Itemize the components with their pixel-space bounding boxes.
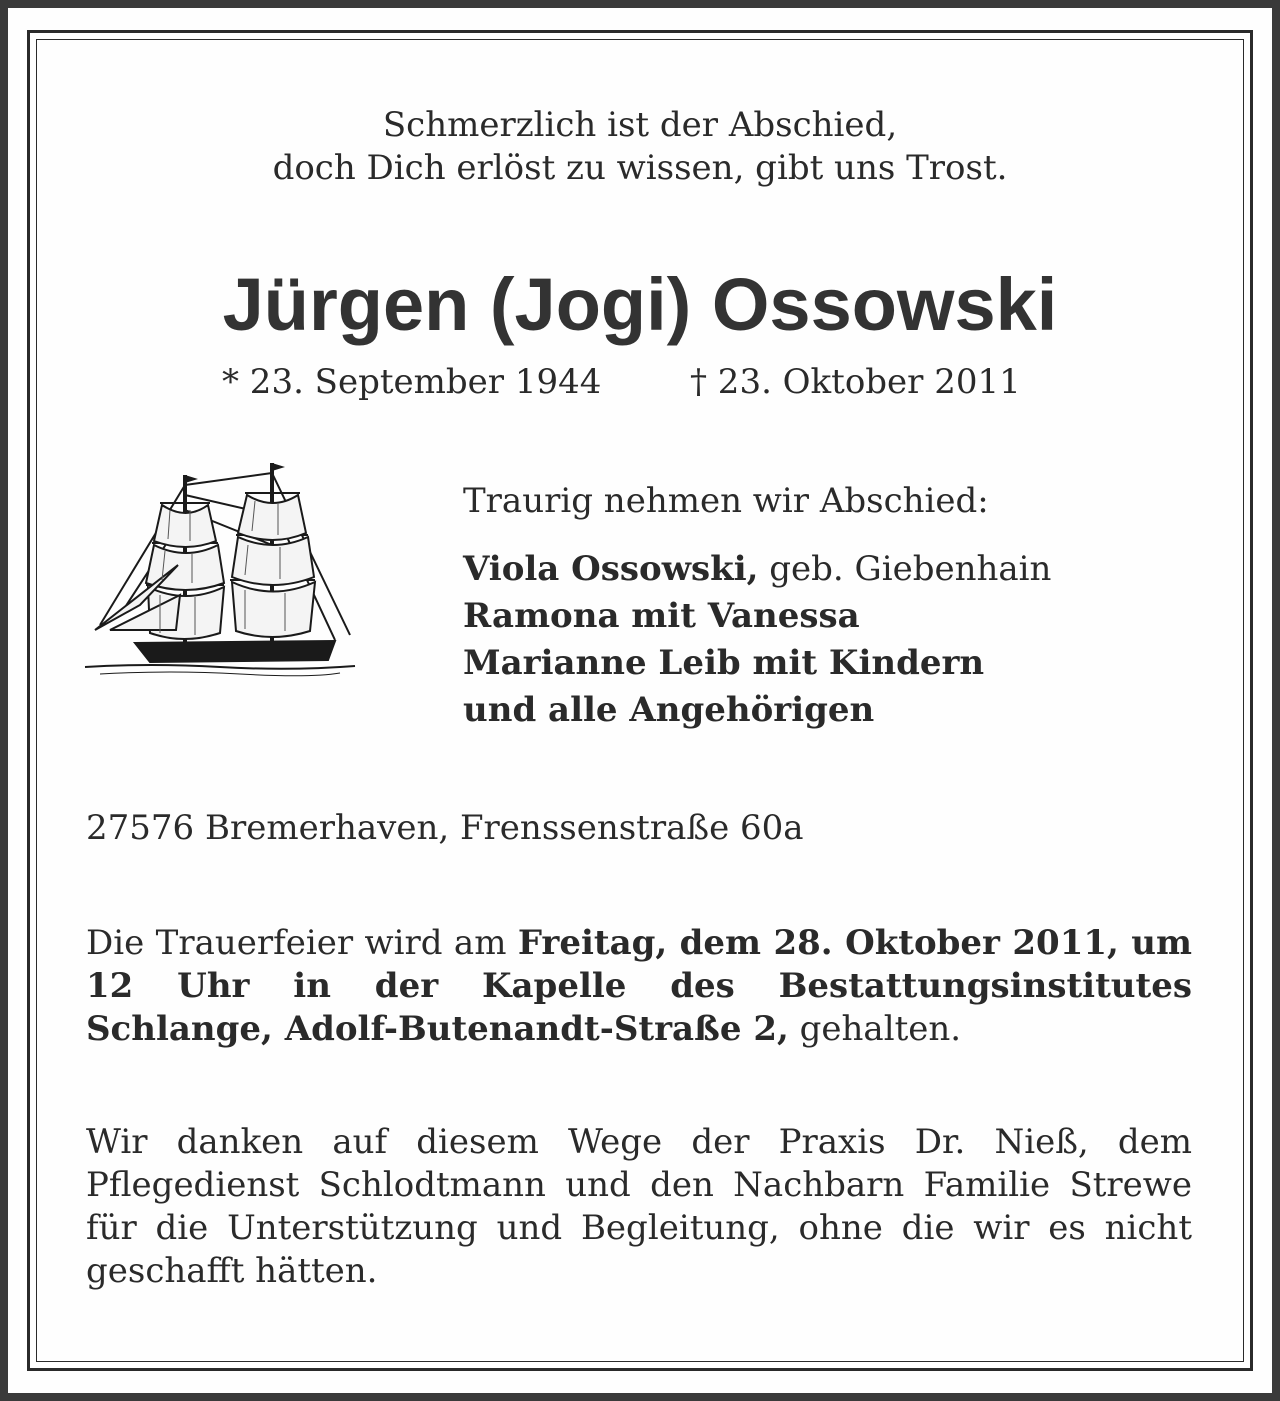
thanks-paragraph: Wir danken auf diesem Wege der Praxis Dr. Nieß, dem Pflegedienst Schlodtmann und den Nachbarn Familie Strewe für die Unterstützung und Begleitung, ohne die wir es nicht geschafft hätten. xyxy=(86,1122,1192,1291)
funeral-prefix: Die Trauerfeier wird am xyxy=(86,923,518,963)
motto-line-2: doch Dich erlöst zu wissen, gibt uns Trost. xyxy=(272,148,1008,188)
mourners-intro: Traurig nehmen wir Abschied: xyxy=(463,481,989,521)
mourner-line-2: Ramona mit Vanessa xyxy=(463,596,860,636)
funeral-paragraph xyxy=(86,922,1192,1051)
birth-date: * 23. September 1944 xyxy=(222,362,602,402)
funeral-details: Freitag, dem 28. Oktober 2011, um 12 Uhr in der Kapelle des Bestattungsinstitutes Schlange, Adolf-Butenandt-Straße 2, xyxy=(86,923,1192,1049)
mourner-maiden-name: geb. Giebenhain xyxy=(758,549,1052,589)
funeral-suffix: gehalten. xyxy=(788,1009,962,1049)
mourner-line-4: und alle Angehörigen xyxy=(463,690,875,730)
mourner-line-1 xyxy=(463,549,1051,589)
mourner-line-3: Marianne Leib mit Kindern xyxy=(463,643,985,683)
sailing-ship-icon xyxy=(80,455,360,695)
death-date: † 23. Oktober 2011 xyxy=(690,362,1021,402)
deceased-name: Jürgen (Jogi) Ossowski xyxy=(222,263,1058,346)
address: 27576 Bremerhaven, Frenssenstraße 60a xyxy=(86,808,804,848)
mourner-name-viola: Viola Ossowski, xyxy=(463,549,759,589)
motto-line-1: Schmerzlich ist der Abschied, xyxy=(382,105,898,145)
